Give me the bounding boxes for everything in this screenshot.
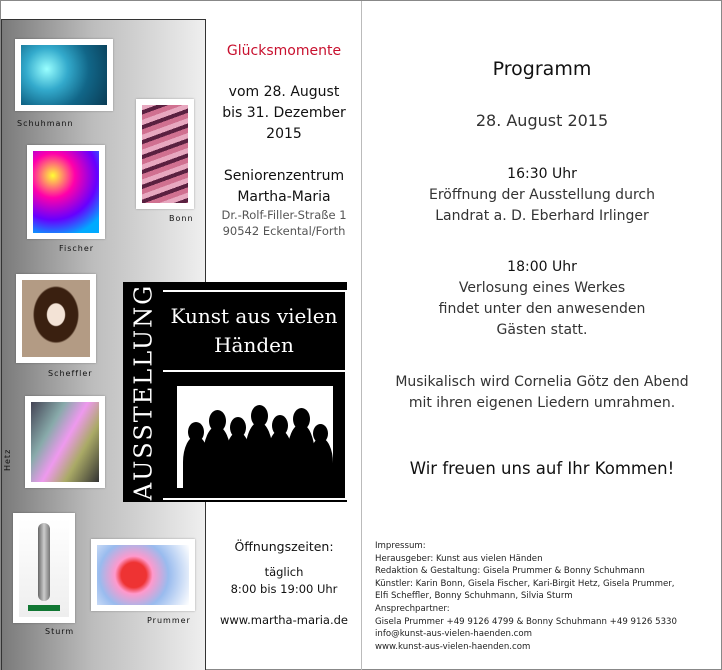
hours-line: 8:00 bis 19:00 Uhr	[230, 582, 338, 596]
imprint-block	[375, 540, 720, 653]
venue-line: Martha-Maria	[237, 189, 331, 205]
opening-hours	[207, 564, 361, 598]
imprint-artists: Künstler: Karin Bonn, Gisela Fischer, Kari-Birgit Hetz, Gisela Prummer,	[375, 578, 675, 589]
artwork-scheffler	[16, 274, 96, 363]
artist-label-schuhmann: Schuhmann	[17, 119, 74, 128]
exhibition-title-line1: Kunst aus vielen	[170, 304, 338, 328]
exhibition-vertical-word: AUSSTELLUNG	[129, 283, 158, 501]
event-dates	[207, 82, 361, 145]
raffle-line: Verlosung eines Werkes	[458, 280, 626, 296]
artist-label-hetz: Hetz	[3, 448, 12, 471]
music-line: Musikalisch wird Cornelia Götz den Abend	[395, 374, 689, 390]
music-line: mit ihren eigenen Liedern umrahmen.	[408, 395, 676, 411]
raffle-line: Gästen statt.	[496, 322, 588, 338]
artwork-sturm	[13, 513, 75, 623]
artist-label-bonn: Bonn	[169, 214, 194, 223]
raffle-time: 18:00 Uhr	[507, 259, 577, 275]
artwork-fischer	[27, 145, 105, 239]
imprint-contact: Gisela Prummer +49 9126 4799 & Bonny Schuhmann +49 9126 5330	[375, 616, 677, 627]
opening-line: Eröffnung der Ausstellung durch	[429, 187, 655, 203]
artist-label-scheffler: Scheffler	[48, 369, 93, 378]
welcome-message: Wir freuen uns auf Ihr Kommen!	[409, 459, 675, 478]
opening-time: 16:30 Uhr	[507, 166, 577, 182]
program-opening	[362, 164, 722, 227]
program-title: Programm	[492, 58, 592, 80]
artist-label-sturm: Sturm	[45, 627, 75, 636]
program-music	[362, 372, 722, 414]
date-line: vom 28. August	[228, 84, 340, 100]
venue-name	[207, 166, 361, 208]
hours-line: täglich	[264, 565, 304, 579]
program-raffle	[362, 257, 722, 341]
venue-address	[207, 207, 361, 239]
date-line: bis 31. Dezember	[222, 105, 346, 121]
imprint-heading: Impressum:	[375, 541, 426, 551]
artwork-bonn	[136, 99, 194, 209]
address-line: 90542 Eckental/Forth	[222, 224, 346, 238]
program-date: 28. August 2015	[475, 111, 609, 130]
artwork-schuhmann	[15, 39, 113, 111]
date-line: 2015	[266, 126, 302, 142]
artist-label-fischer: Fischer	[59, 244, 95, 253]
imprint-contact-heading: Ansprechpartner:	[375, 603, 450, 614]
imprint-editing: Redaktion & Gestaltung: Gisela Prummer & Bonny Schuhmann	[375, 566, 645, 577]
artist-label-prummer: Prummer	[147, 616, 191, 625]
artwork-prummer	[91, 539, 195, 611]
event-title: Glücksmomente	[226, 43, 342, 59]
artwork-hetz	[25, 396, 105, 488]
event-info-column	[207, 1, 361, 670]
imprint-artists: Elfi Scheffler, Bonny Schuhmann, Silvia Sturm	[375, 591, 573, 602]
imprint-email-link[interactable]: info@kunst-aus-vielen-haenden.com	[375, 629, 533, 640]
exhibition-title-line2: Händen	[214, 333, 294, 357]
address-line: Dr.-Rolf-Filler-Straße 1	[221, 208, 347, 222]
imprint-publisher: Herausgeber: Kunst aus vielen Händen	[375, 553, 543, 564]
imprint-website-link[interactable]: www.kunst-aus-vielen-haenden.com	[375, 641, 531, 652]
opening-line: Landrat a. D. Eberhard Irlinger	[435, 208, 649, 224]
venue-line: Seniorenzentrum	[223, 168, 345, 184]
venue-website-link[interactable]: www.martha-maria.de	[219, 613, 349, 627]
raffle-line: findet unter den anwesenden	[438, 301, 646, 317]
opening-hours-heading: Öffnungszeiten:	[234, 539, 334, 554]
